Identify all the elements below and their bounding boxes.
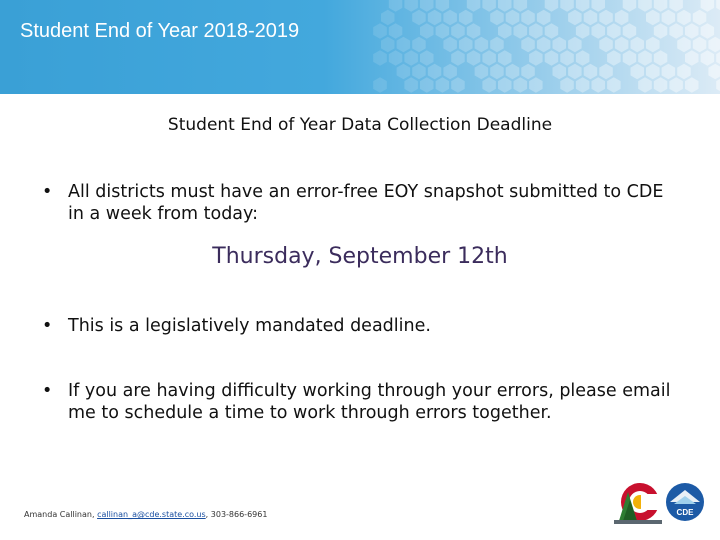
- hexagon-shape: [412, 37, 426, 53]
- hexagon-shape: [607, 77, 621, 93]
- hexagon-shape: [576, 50, 590, 66]
- hexagon-shape: [607, 23, 621, 39]
- hexagon-shape: [646, 37, 660, 53]
- hexagon-shape: [677, 10, 691, 26]
- hexagon-shape: [373, 77, 387, 93]
- hexagon-shape: [576, 0, 590, 12]
- hexagon-shape: [428, 10, 442, 26]
- hexagon-shape: [638, 50, 652, 66]
- hexagon-shape: [467, 23, 481, 39]
- bullet-item: [42, 380, 672, 424]
- hexagon-shape: [420, 0, 434, 12]
- hexagon-shape: [568, 10, 582, 26]
- hexagon-shape: [498, 23, 512, 39]
- hexagon-shape: [467, 50, 481, 66]
- hexagon-shape: [708, 64, 720, 80]
- hexagon-shape: [560, 0, 574, 12]
- hexagon-shape: [615, 37, 629, 53]
- contact-footer: [24, 510, 267, 519]
- hexagon-shape: [529, 23, 543, 39]
- hexagon-shape: [436, 77, 450, 93]
- bullet-text: All districts must have an error-free EOY snapshot submitted to CDE in a week from today:: [68, 182, 664, 224]
- hexagon-shape: [443, 37, 457, 53]
- contact-phone: , 303-866-6961: [205, 510, 268, 519]
- hexagon-shape: [654, 50, 668, 66]
- hexagon-shape: [623, 0, 637, 12]
- bullet-item: [42, 315, 672, 337]
- hexagon-shape: [482, 50, 496, 66]
- hexagon-shape: [631, 64, 645, 80]
- hexagon-shape: [662, 64, 676, 80]
- hexagon-shape: [428, 64, 442, 80]
- hexagon-shape: [576, 77, 590, 93]
- hexagon-shape: [677, 37, 691, 53]
- hexagon-shape: [373, 23, 387, 39]
- hexagon-shape: [592, 77, 606, 93]
- hexagon-shape: [443, 64, 457, 80]
- bullet-item: [42, 181, 672, 225]
- hexagon-shape: [459, 37, 473, 53]
- hexagon-shape: [701, 23, 715, 39]
- contact-name: Amanda Callinan,: [24, 510, 95, 519]
- hexagon-shape: [568, 37, 582, 53]
- colorado-logo-icon: [614, 483, 662, 524]
- hexagon-shape: [373, 50, 387, 66]
- hexagon-shape: [389, 50, 403, 66]
- hexagon-shape: [381, 37, 395, 53]
- hexagon-shape: [436, 23, 450, 39]
- hexagon-shape: [443, 10, 457, 26]
- hexagon-shape: [568, 64, 582, 80]
- hexagon-shape: [529, 50, 543, 66]
- hexagon-shape: [490, 64, 504, 80]
- hexagon-shape: [412, 10, 426, 26]
- hexagon-shape: [708, 37, 720, 53]
- contact-email-link[interactable]: callinan_a@cde.state.co.us: [97, 510, 206, 519]
- hexagon-shape: [490, 37, 504, 53]
- hexagon-shape: [475, 64, 489, 80]
- bullet-text: If you are having difficulty working through your errors, please email me to schedule a time to work through errors together.: [68, 381, 671, 423]
- slide-title: Student End of Year 2018-2019: [20, 20, 300, 42]
- hexagon-shape: [669, 23, 683, 39]
- hexagon-shape: [599, 10, 613, 26]
- hexagon-shape: [662, 10, 676, 26]
- hexagon-shape: [576, 23, 590, 39]
- hexagon-shape: [521, 37, 535, 53]
- hexagon-shape: [669, 0, 683, 12]
- hexagon-shape: [521, 64, 535, 80]
- hexagon-shape: [521, 10, 535, 26]
- hexagon-shape: [545, 23, 559, 39]
- hexagon-shape: [677, 64, 691, 80]
- deadline-date: [0, 244, 720, 269]
- hexagon-shape: [615, 10, 629, 26]
- hexagon-shape: [404, 50, 418, 66]
- content-heading: Student End of Year Data Collection Deadline: [167, 115, 553, 135]
- hexagon-shape: [467, 0, 481, 12]
- hexagon-shape: [436, 0, 450, 12]
- hexagon-shape: [599, 64, 613, 80]
- hexagon-shape: [514, 0, 528, 12]
- hexagon-shape: [451, 50, 465, 66]
- hexagon-shape: [654, 0, 668, 12]
- hexagon-shape: [553, 37, 567, 53]
- hexagon-shape: [646, 10, 660, 26]
- hexagon-shape: [404, 77, 418, 93]
- bullet-dot-icon: •: [42, 381, 53, 401]
- hexagon-shape: [529, 77, 543, 93]
- hexagon-shape: [584, 64, 598, 80]
- hexagon-shape: [412, 64, 426, 80]
- hexagon-shape: [646, 64, 660, 80]
- hexagon-shape: [654, 77, 668, 93]
- hexagon-shape: [701, 0, 715, 12]
- hexagon-shape: [381, 10, 395, 26]
- hexagon-shape: [451, 23, 465, 39]
- hexagon-shape: [451, 77, 465, 93]
- hexagon-shape: [623, 50, 637, 66]
- hexagon-shape: [404, 0, 418, 12]
- hexagon-shape: [638, 77, 652, 93]
- logos: [612, 480, 712, 528]
- hexagon-shape: [389, 0, 403, 12]
- hexagon-shape: [607, 50, 621, 66]
- hexagon-shape: [693, 10, 707, 26]
- hexagon-shape: [560, 77, 574, 93]
- hexagon-shape: [654, 23, 668, 39]
- hexagon-shape: [716, 50, 720, 66]
- hexagon-shape: [701, 50, 715, 66]
- hexagon-shape: [599, 37, 613, 53]
- hexagon-shape: [475, 37, 489, 53]
- hexagon-shape: [498, 77, 512, 93]
- hexagon-shape: [553, 64, 567, 80]
- hexagon-shape: [397, 64, 411, 80]
- hexagon-shape: [592, 23, 606, 39]
- header-banner: [0, 0, 720, 94]
- hexagon-shape: [490, 10, 504, 26]
- bullet-text: This is a legislatively mandated deadline.: [68, 316, 431, 336]
- hexagon-shape: [537, 10, 551, 26]
- hexagon-shape: [669, 77, 683, 93]
- hexagon-shape: [685, 50, 699, 66]
- hexagon-shape: [506, 64, 520, 80]
- hexagon-pattern-decoration: [0, 0, 720, 94]
- hexagon-shape: [498, 50, 512, 66]
- hexagon-shape: [514, 77, 528, 93]
- hexagon-shape: [592, 0, 606, 12]
- bullet-dot-icon: •: [42, 316, 53, 336]
- hexagon-shape: [693, 37, 707, 53]
- cde-logo-icon: [666, 483, 704, 521]
- hexagon-shape: [514, 23, 528, 39]
- hexagon-shape: [420, 23, 434, 39]
- hexagon-shape: [584, 10, 598, 26]
- hexagon-shape: [685, 77, 699, 93]
- hexagon-shape: [389, 23, 403, 39]
- hexagon-shape: [638, 0, 652, 12]
- hexagon-shape: [482, 77, 496, 93]
- hexagon-shape: [482, 0, 496, 12]
- hexagon-shape: [498, 0, 512, 12]
- hexagon-shape: [420, 77, 434, 93]
- hexagon-shape: [623, 23, 637, 39]
- hexagon-shape: [716, 77, 720, 93]
- hexagon-shape: [459, 10, 473, 26]
- hexagon-shape: [506, 10, 520, 26]
- hexagon-shape: [545, 50, 559, 66]
- hexagon-shape: [537, 37, 551, 53]
- hexagon-shape: [545, 0, 559, 12]
- deadline-text: Thursday, September 12th: [212, 244, 508, 269]
- bullet-dot-icon: •: [42, 182, 53, 202]
- cde-logo-text: CDE: [676, 508, 694, 517]
- hexagon-shape: [420, 50, 434, 66]
- hexagon-shape: [560, 50, 574, 66]
- hexagon-shape: [685, 23, 699, 39]
- hexagon-shape: [716, 0, 720, 12]
- hexagon-shape: [631, 37, 645, 53]
- hexagon-shape: [397, 37, 411, 53]
